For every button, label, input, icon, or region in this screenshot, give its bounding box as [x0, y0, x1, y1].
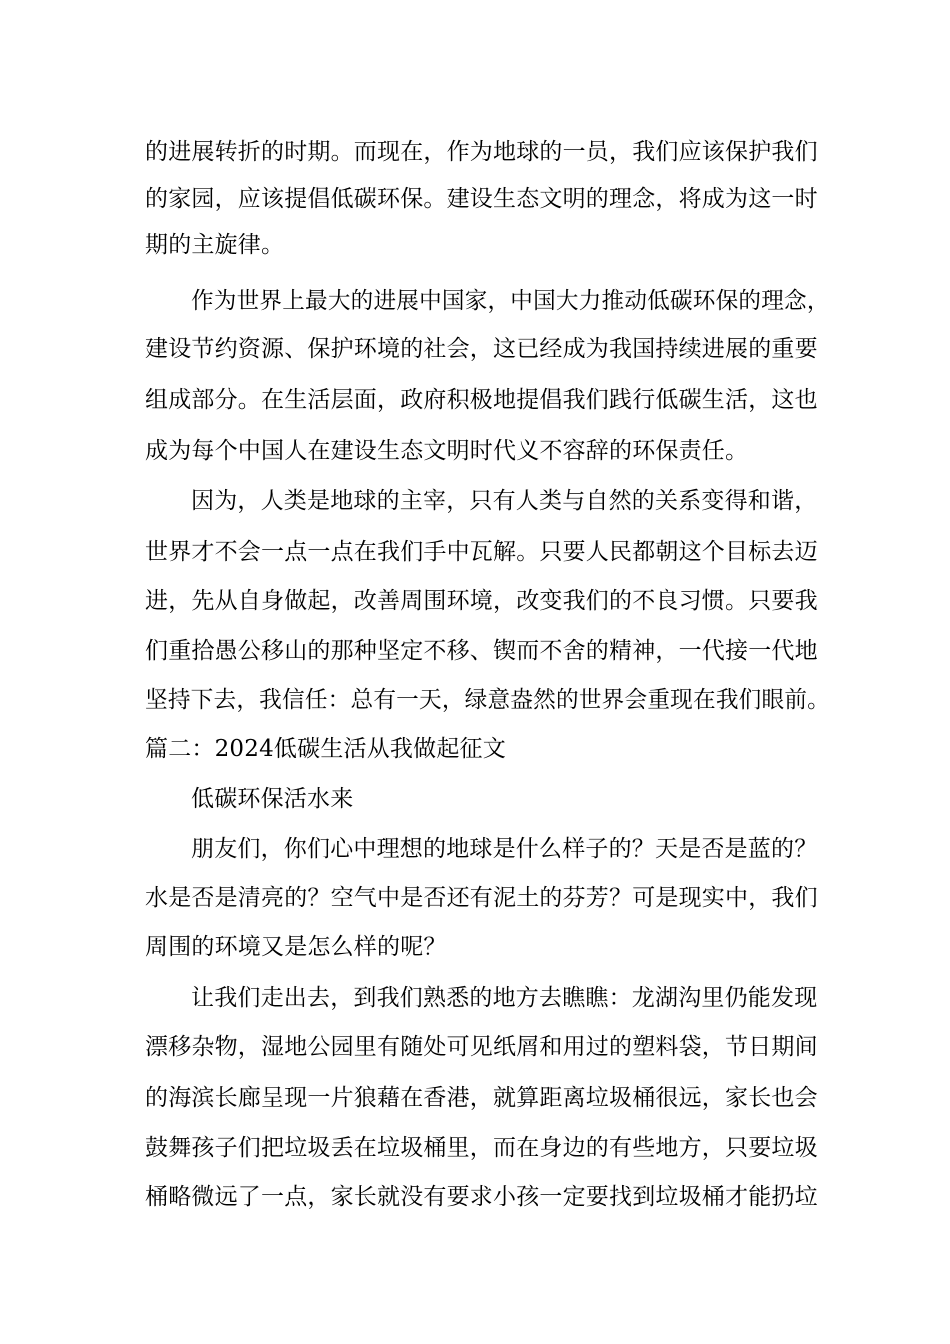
- text-line: 的进展转折的时期。而现在，作为地球的一员，我们应该保护我们: [145, 139, 818, 165]
- text-line: 鼓舞孩子们把垃圾丢在垃圾桶里，而在身边的有些地方，只要垃圾: [145, 1135, 818, 1161]
- article-title: 低碳环保活水来: [191, 786, 354, 812]
- text-line: 周围的环境又是怎么样的呢？: [145, 934, 447, 960]
- paragraph-first-line: 朋友们，你们心中理想的地球是什么样子的？天是否是蓝的？: [191, 836, 818, 862]
- text-line: 桶略微远了一点，家长就没有要求小孩一定要找到垃圾桶才能扔垃: [145, 1184, 818, 1210]
- text-line: 的家园，应该提倡低碳环保。建设生态文明的理念，将成为这一时: [145, 186, 818, 212]
- paragraph-first-line: 让我们走出去，到我们熟悉的地方去瞧瞧：龙湖沟里仍能发现: [191, 985, 818, 1011]
- text-line: 建设节约资源、保护环境的社会，这已经成为我国持续进展的重要: [145, 336, 818, 362]
- text-line: 们重拾愚公移山的那种坚定不移、锲而不舍的精神，一代接一代地: [145, 638, 818, 664]
- text-line: 漂移杂物，湿地公园里有随处可见纸屑和用过的塑料袋，节日期间: [145, 1034, 818, 1060]
- text-line: 世界才不会一点一点在我们手中瓦解。只要人民都朝这个目标去迈: [145, 539, 818, 565]
- section-heading: 篇二：2024低碳生活从我做起征文: [145, 736, 506, 762]
- text-line: 期的主旋律。: [145, 232, 285, 258]
- text-line: 的海滨长廊呈现一片狼藉在香港，就算距离垃圾桶很远，家长也会: [145, 1085, 818, 1111]
- text-line: 成为每个中国人在建设生态文明时代义不容辞的环保责任。: [145, 438, 749, 464]
- text-line: 进，先从自身做起，改善周围环境，改变我们的不良习惯。只要我: [145, 588, 818, 614]
- text-line: 水是否是清亮的？空气中是否还有泥土的芬芳？可是现实中，我们: [145, 885, 818, 911]
- paragraph-first-line: 作为世界上最大的进展中国家，中国大力推动低碳环保的理念，: [191, 288, 830, 314]
- text-line: 坚持下去，我信任：总有一天，绿意盎然的世界会重现在我们眼前。: [145, 687, 831, 713]
- paragraph-first-line: 因为，人类是地球的主宰，只有人类与自然的关系变得和谐，: [191, 488, 818, 514]
- text-line: 组成部分。在生活层面，政府积极地提倡我们践行低碳生活，这也: [145, 387, 818, 413]
